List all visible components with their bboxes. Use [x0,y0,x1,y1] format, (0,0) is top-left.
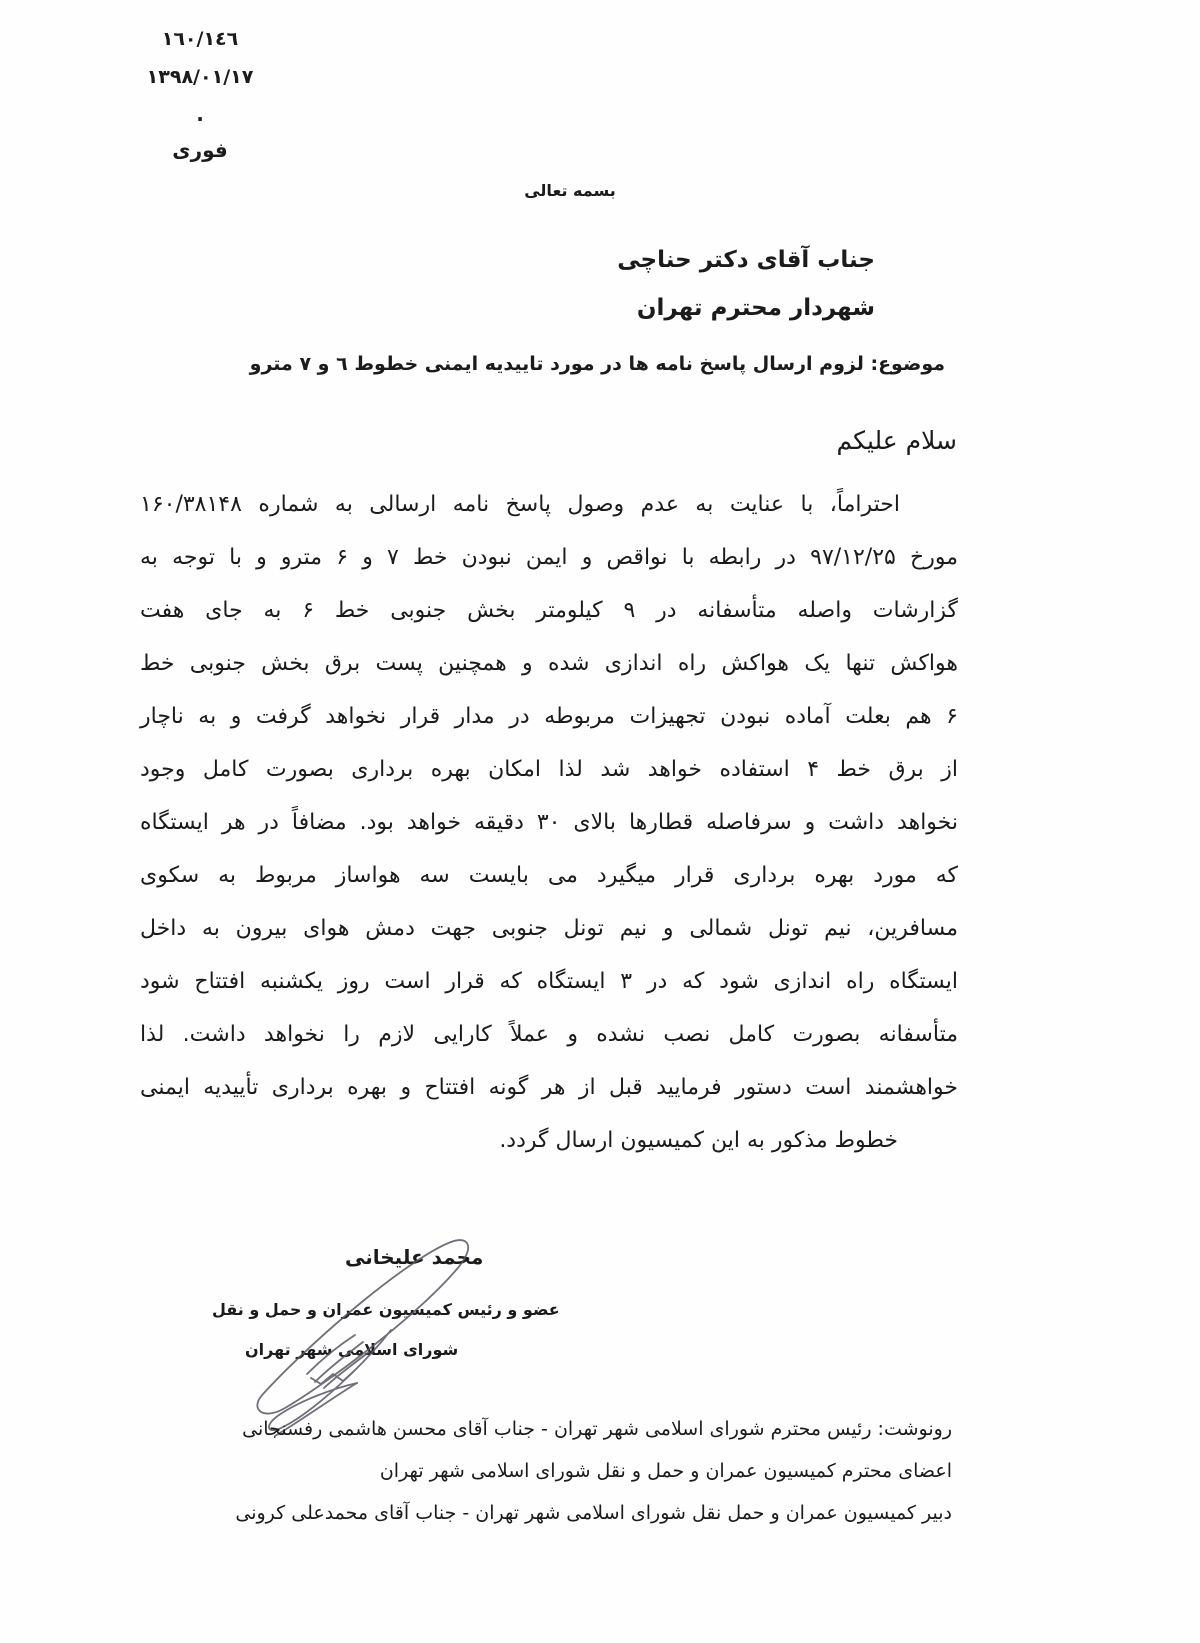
body-line: مسافرین، نیم تونل شمالی و نیم تونل جنوبی جهت دمش هوای بیرون به داخل [140,916,958,941]
body-line: احتراماً، با عنایت به عدم وصول پاسخ نامه ارسالی به شماره ۱۶۰/۳۸۱۴۸ [140,492,900,517]
cc-line: رونوشت: رئیس محترم شورای اسلامی شهر تهران - جناب آقای محسن هاشمی رفسنجانی [242,1418,952,1440]
signer-title-line1: عضو و رئیس کمیسیون عمران و حمل و نقل [212,1300,560,1319]
subject-line: موضوع: لزوم ارسال پاسخ نامه ها در مورد تاییدیه ایمنی خطوط ٦ و ٧ مترو [249,353,945,375]
cc-block [235,1408,952,1534]
urgent-label: فوری [172,138,228,162]
body-line: هواکش تنها یک هواکش راه اندازی شده و همچنین پست برق بخش جنوبی خط [140,651,958,676]
reference-number: ١٦٠/١٤٦ [161,28,239,50]
body-line: خطوط مذکور به این کمیسیون ارسال گردد. [499,1128,898,1153]
body-line: گزارشات واصله متأسفانه در ۹ کیلومتر بخش جنوبی خط ۶ به جای هفت [140,598,958,623]
stray-dot-mark: . [196,102,204,126]
salutation: سلام علیکم [836,426,957,455]
recipient-title: شهردار محترم تهران [636,295,875,321]
body-line: ایستگاه راه اندازی شود که در ۳ ایستگاه که قرار است روز یکشنبه افتتاح شود [140,969,958,994]
recipient-name: جناب آقای دکتر حناچی [617,247,875,273]
signer-title-line2: شورای اسلامی شهر تهران [245,1340,459,1359]
body-line: نخواهد داشت و سرفاصله قطارها بالای ۳۰ دقیقه خواهد بود. مضافاً در هر ایستگاه [140,810,958,835]
cc-line: دبیر کمیسیون عمران و حمل نقل شورای اسلامی شهر تهران - جناب آقای محمدعلی کرونی [235,1502,952,1524]
bismillah-heading: بسمه تعالی [524,181,616,200]
body-line: از برق خط ۴ استفاده خواهد شد لذا امکان بهره برداری بصورت کامل وجود [140,757,958,782]
body-line: ۶ هم بعلت آماده نبودن تجهیزات مربوطه در مدار قرار نخواهد گرفت و به ناچار [140,704,958,729]
cc-line: اعضای محترم کمیسیون عمران و حمل و نقل شورای اسلامی شهر تهران [379,1460,952,1482]
letter-body [140,478,958,1167]
body-line: متأسفانه بصورت کامل نصب نشده و عملاً کارایی لازم را نخواهد داشت. لذا [140,1022,958,1047]
signer-name: محمد علیخانی [345,1245,484,1269]
letter-date: ١٣٩٨/٠١/١٧ [146,66,254,88]
body-line: خواهشمند است دستور فرمایید قبل از هر گونه افتتاح و بهره برداری تأییدیه ایمنی [140,1075,958,1100]
body-line: مورخ ۹۷/۱۲/۲۵ در رابطه با نواقص و ایمن نبودن خط ۷ و ۶ مترو و با توجه به [140,545,958,570]
body-line: که مورد بهره برداری قرار میگیرد می بایست سه هواساز مربوط به سکوی [140,863,958,888]
